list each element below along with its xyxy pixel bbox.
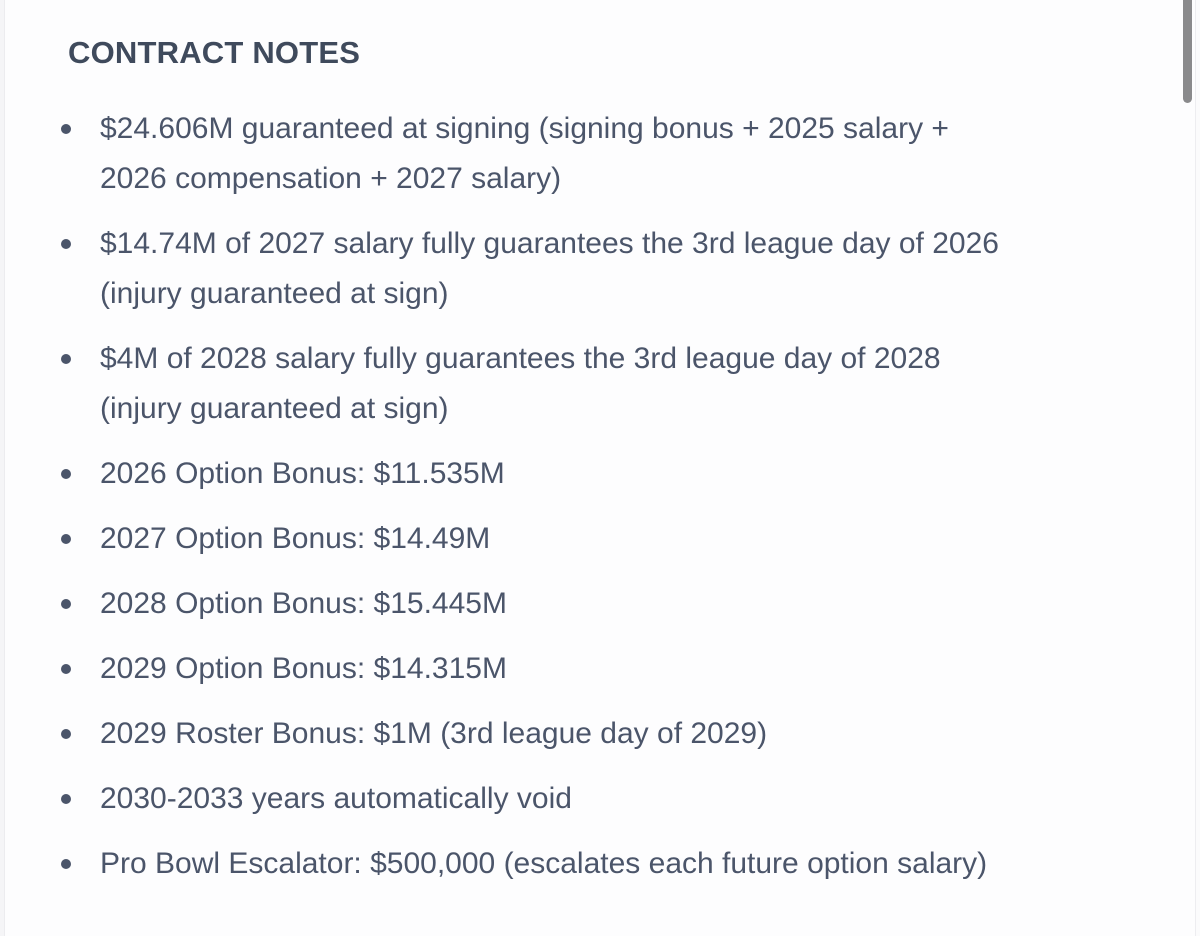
note-text: $4M of 2028 salary fully guarantees the 3rd league day of 2028 (injury guaranteed at sign) bbox=[100, 342, 941, 425]
bullet-icon bbox=[61, 859, 71, 869]
note-text: 2029 Roster Bonus: $1M (3rd league day of 2029) bbox=[100, 717, 768, 750]
bullet-icon bbox=[61, 664, 71, 674]
note-item bbox=[0, 839, 1011, 889]
bullet-icon bbox=[61, 729, 71, 739]
note-text: $14.74M of 2027 salary fully guarantees the 3rd league day of 2026 (injury guaranteed at sign) bbox=[100, 227, 999, 310]
contract-notes-list bbox=[0, 104, 1200, 889]
scrollbar-thumb[interactable] bbox=[1183, 0, 1192, 103]
note-item bbox=[0, 449, 1011, 499]
note-text: $24.606M guaranteed at signing (signing bonus + 2025 salary + 2026 compensation + 2027 salary) bbox=[100, 112, 949, 195]
note-text: 2029 Option Bonus: $14.315M bbox=[100, 652, 507, 685]
note-item bbox=[0, 219, 1011, 319]
note-item bbox=[0, 334, 1011, 434]
note-item bbox=[0, 579, 1011, 629]
note-text: Pro Bowl Escalator: $500,000 (escalates each future option salary) bbox=[100, 847, 988, 880]
note-item bbox=[0, 774, 1011, 824]
note-text: 2030-2033 years automatically void bbox=[100, 782, 572, 815]
note-text: 2026 Option Bonus: $11.535M bbox=[100, 457, 505, 490]
note-text: 2027 Option Bonus: $14.49M bbox=[100, 522, 491, 555]
note-item bbox=[0, 644, 1011, 694]
bullet-icon bbox=[61, 239, 71, 249]
bullet-icon bbox=[61, 354, 71, 364]
bullet-icon bbox=[61, 124, 71, 134]
bullet-icon bbox=[61, 599, 71, 609]
bullet-icon bbox=[61, 794, 71, 804]
note-item bbox=[0, 514, 1011, 564]
note-item bbox=[0, 709, 1011, 759]
bullet-icon bbox=[61, 534, 71, 544]
note-item bbox=[0, 104, 1011, 204]
note-text: 2028 Option Bonus: $15.445M bbox=[100, 587, 507, 620]
bullet-icon bbox=[61, 469, 71, 479]
scrollbar-track bbox=[1195, 0, 1200, 936]
section-title: CONTRACT NOTES bbox=[68, 35, 361, 70]
